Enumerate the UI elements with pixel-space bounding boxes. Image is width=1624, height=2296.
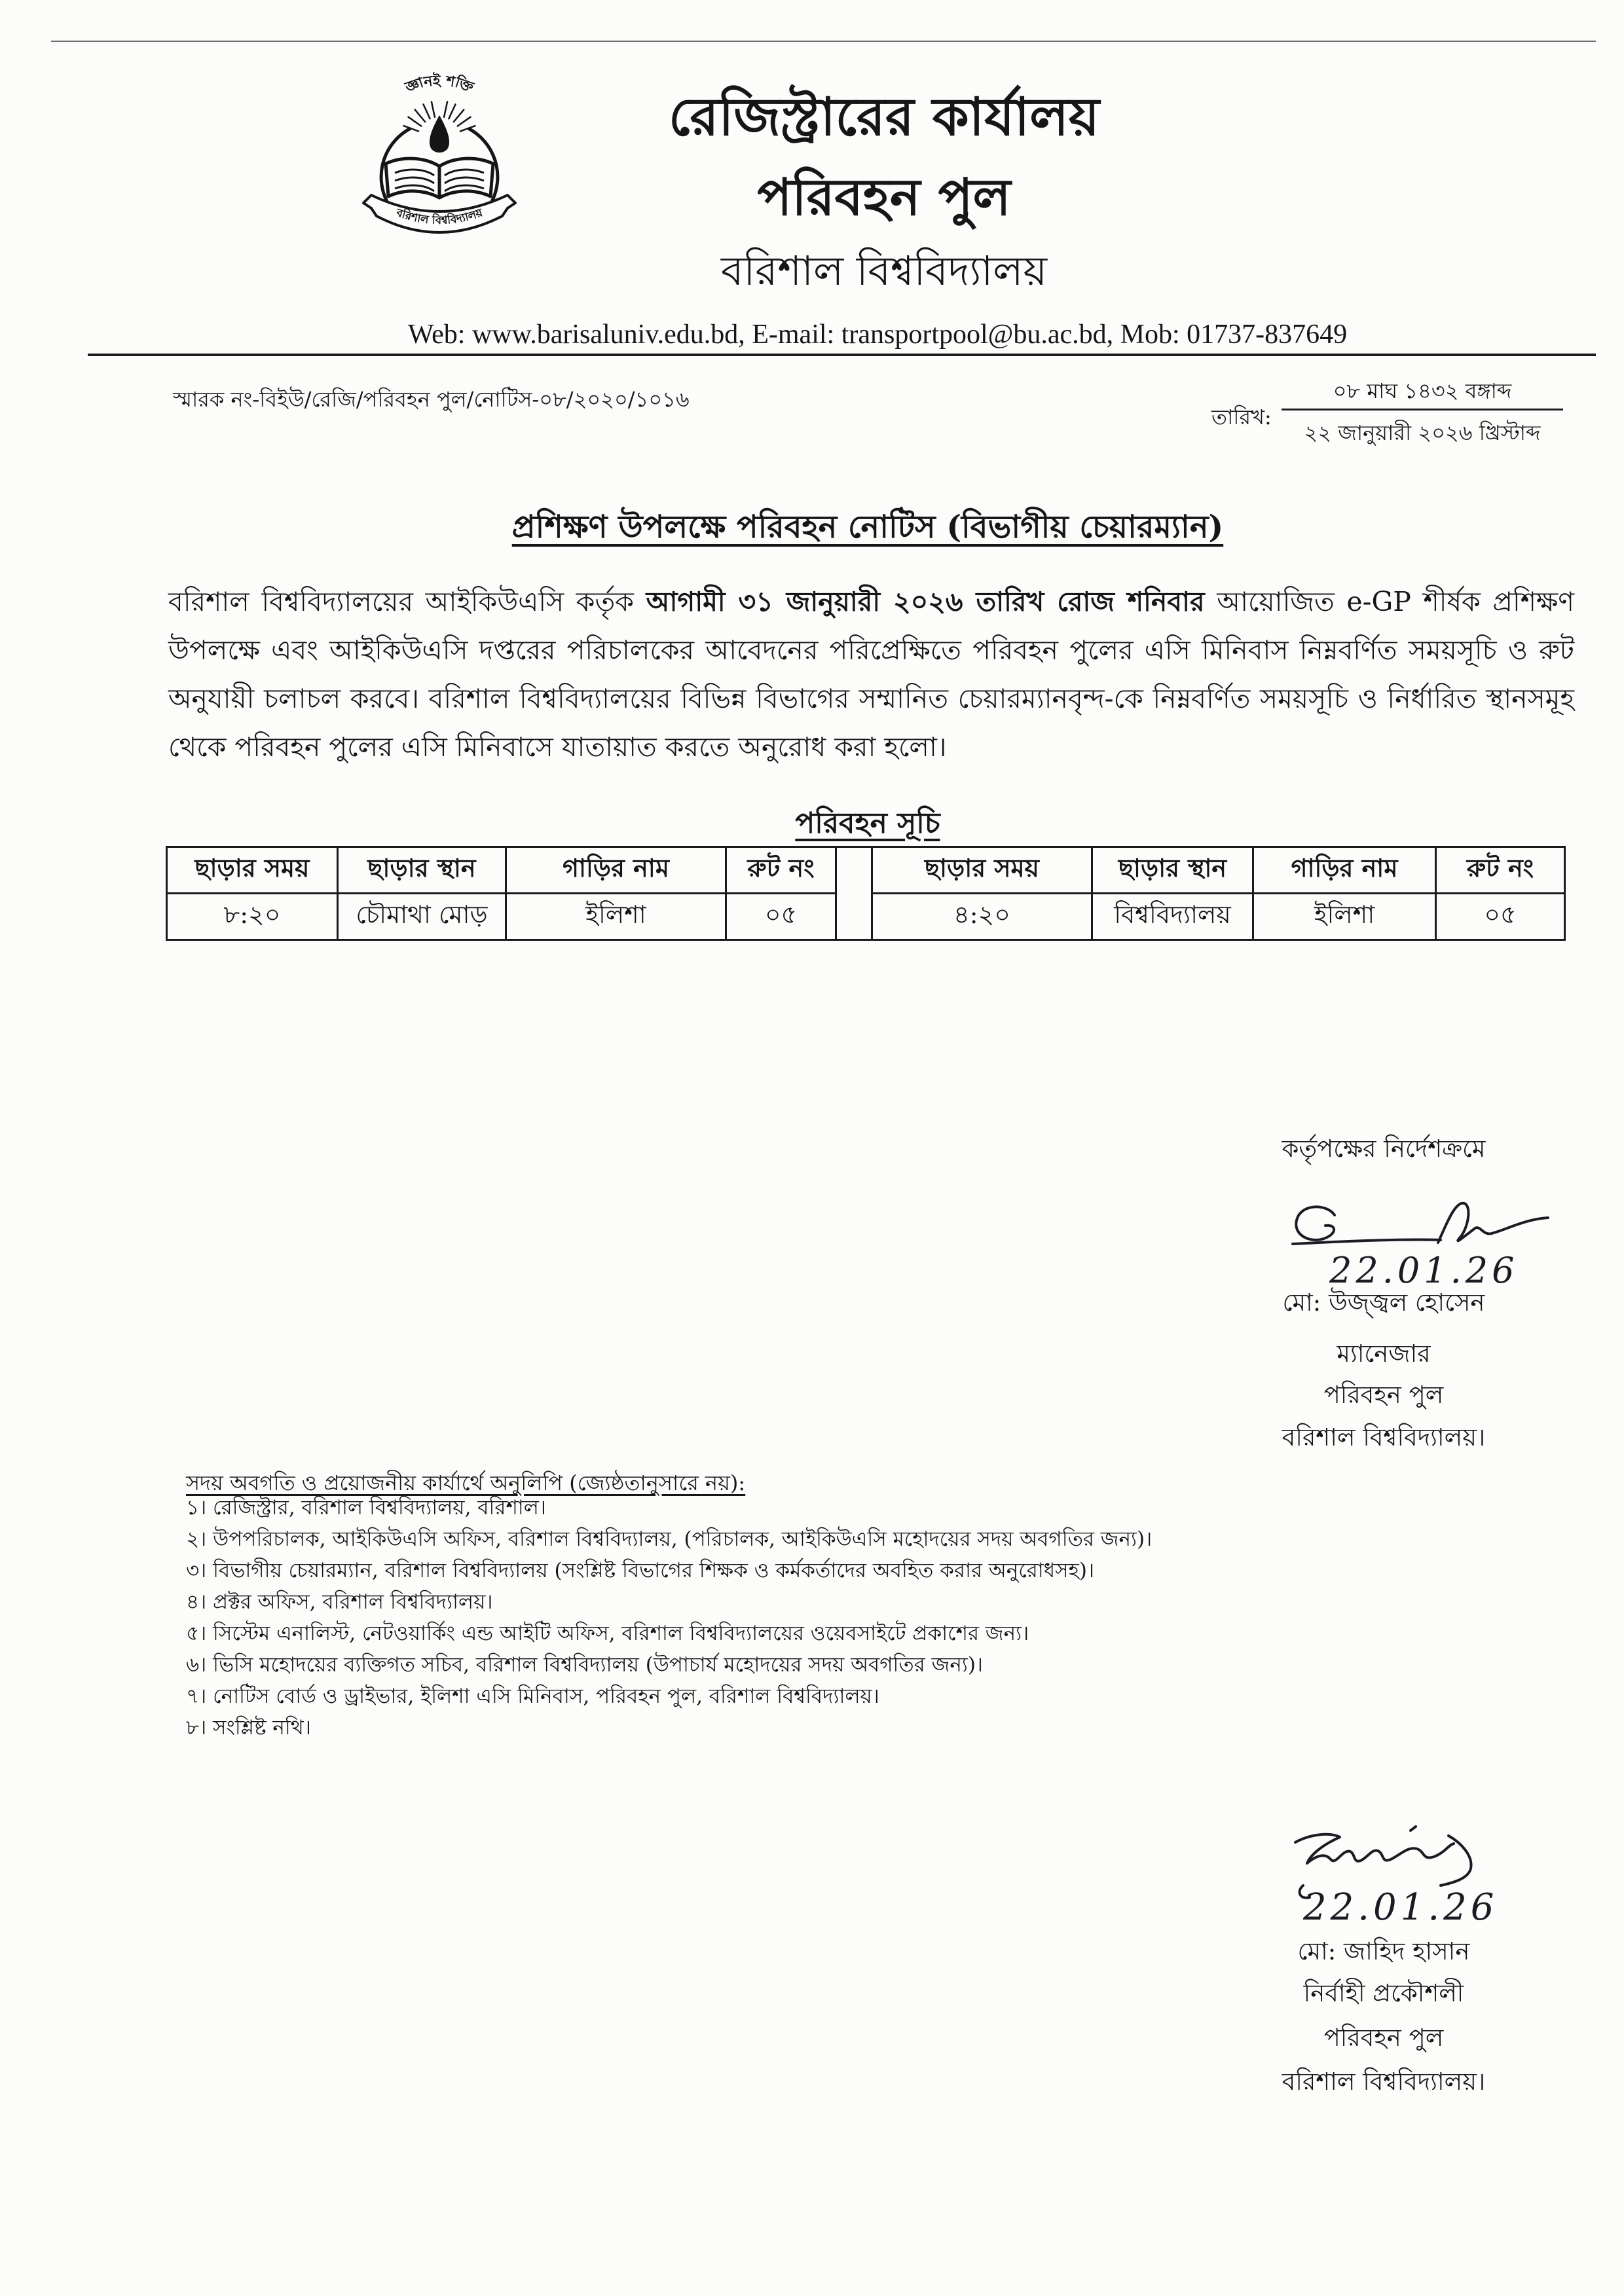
list-item: ১। রেজিস্ট্রার, বরিশাল বিশ্ববিদ্যালয়, বরিশাল। xyxy=(186,1496,546,1520)
copies-heading: সদয় অবগতি ও প্রয়োজনীয় কার্যার্থে অনুলিপি (জ্যেষ্ঠতানুসারে নয়): xyxy=(186,1470,746,1495)
office-title: রেজিস্ট্রারের কার্যালয় xyxy=(669,86,1099,147)
logo-ribbon-text: বরিশাল বিশ্ববিদ্যালয় xyxy=(394,206,485,228)
authority-instruction: কর্তৃপক্ষের নির্দেশক্রমে xyxy=(1282,1135,1486,1163)
departure-time: ৮:২০ xyxy=(167,894,338,940)
departure-time: ৪:২০ xyxy=(872,894,1092,940)
signatory-name: মো: জাহিদ হাসান xyxy=(1297,1937,1470,1965)
column-header: ছাড়ার সময় xyxy=(872,847,1092,894)
signatory-designation: নির্বাহী প্রকৌশলী xyxy=(1303,1979,1464,2007)
column-header: রুট নং xyxy=(726,847,836,894)
schedule-title: পরিবহন সূচি xyxy=(795,807,940,840)
column-header: গাড়ির নাম xyxy=(1253,847,1436,894)
column-header: রুট নং xyxy=(1436,847,1565,894)
notice-body-text: বরিশাল বিশ্ববিদ্যালয়ের আইকিউএসি কর্তৃক xyxy=(168,586,646,617)
logo-motto-text: জ্ঞানই শক্তি xyxy=(403,72,476,96)
logo-motto xyxy=(403,71,477,96)
signature-date: 22.01.26 xyxy=(1329,1250,1519,1291)
university-logo xyxy=(362,68,517,237)
date-divider xyxy=(1282,409,1563,410)
signatory-organisation: বরিশাল বিশ্ববিদ্যালয়। xyxy=(1282,2068,1486,2096)
signature-date: 22.01.26 xyxy=(1303,1886,1498,1929)
logo-book-icon xyxy=(386,158,493,198)
list-item: ৬। ভিসি মহোদয়ের ব্যক্তিগত সচিব, বরিশাল বিশ্ববিদ্যালয় (উপাচার্য মহোদয়ের সদয় অবগতির জন্য)। xyxy=(186,1653,983,1677)
list-item: ৭। নোটিস বোর্ড ও ড্রাইভার, ইলিশা এসি মিনিবাস, পরিবহন পুল, বরিশাল বিশ্ববিদ্যালয়। xyxy=(186,1685,879,1708)
date-bangla: ০৮ মাঘ ১৪৩২ বঙ্গাব্দ xyxy=(1333,378,1512,403)
date-label: তারিখ: xyxy=(1211,405,1272,429)
list-item: ৪। প্রক্টর অফিস, বরিশাল বিশ্ববিদ্যালয়। xyxy=(186,1590,493,1614)
scan-edge-line xyxy=(51,41,1596,42)
section-title: পরিবহন পুল xyxy=(757,168,1011,227)
list-item: ৮। সংশ্লিষ্ট নথি। xyxy=(186,1716,311,1740)
notice-body xyxy=(168,577,1574,771)
notice-body-text: আয়োজিত e-GP শীর্ষক প্রশিক্ষণ উপলক্ষে এবং আইকিউএসি দপ্তরের পরিচালকের আবেদনের পরিপ্রেক্ষিতে পরিবহন পুলের এসি মিনিবাস নিম্নবর্ণিত সময়সূচি ও রুট অনুযায়ী চলাচল করবে। বরিশাল বিশ্ববিদ্যালয়ের বিভিন্ন বিভাগের সম্মানিত চেয়ারম্যানবৃন্দ-কে নিম্নবর্ণিত সময়সূচি ও নির্ধারিত স্থানসমূহ থেকে পরিবহন পুলের এসি মিনিবাসে যাতায়াত করতে অনুরোধ করা হলো। xyxy=(168,586,1575,763)
column-header: ছাড়ার স্থান xyxy=(338,847,506,894)
column-header: ছাড়ার সময় xyxy=(167,847,338,894)
route-number: ০৫ xyxy=(726,894,836,940)
list-item: ২। উপপরিচালক, আইকিউএসি অফিস, বরিশাল বিশ্ববিদ্যালয়, (পরিচালক, আইকিউএসি মহোদয়ের সদয় অবগতির জন্য)। xyxy=(186,1527,1153,1551)
vehicle-name: ইলিশা xyxy=(506,894,726,940)
signatory-section: পরিবহন পুল xyxy=(1323,1381,1444,1409)
signatory-designation: ম্যানেজার xyxy=(1337,1339,1431,1368)
departure-place: চৌমাথা মোড় xyxy=(338,894,506,940)
table-separator xyxy=(836,847,872,940)
logo-flame-icon xyxy=(430,115,449,153)
signatory-section: পরিবহন পুল xyxy=(1323,2024,1444,2052)
list-item: ৩। বিভাগীয় চেয়ারম্যান, বরিশাল বিশ্ববিদ্যালয় (সংশ্লিষ্ট বিভাগের শিক্ষক ও কর্মকর্তাদের অবহিত করার অনুরোধসহ)। xyxy=(186,1559,1095,1582)
route-number: ০৫ xyxy=(1436,894,1565,940)
column-header: ছাড়ার স্থান xyxy=(1092,847,1253,894)
table-header-row xyxy=(167,847,1565,894)
vehicle-name: ইলিশা xyxy=(1253,894,1436,940)
copies-list xyxy=(186,1492,1152,1743)
schedule-table xyxy=(166,846,1566,941)
notice-body-highlight: আগামী ৩১ জানুয়ারী ২০২৬ তারিখ রোজ শনিবার xyxy=(646,586,1205,617)
list-item: ৫। সিস্টেম এনালিস্ট, নেটওয়ার্কিং এন্ড আইটি অফিস, বরিশাল বিশ্ববিদ্যালয়ের ওয়েবসাইটে প্রকাশের জন্য। xyxy=(186,1622,1029,1645)
notice-title: প্রশিক্ষণ উপলক্ষে পরিবহন নোটিস (বিভাগীয় চেয়ারম্যান) xyxy=(511,509,1224,545)
signatory-name: মো: উজ্জ্বল হোসেন xyxy=(1282,1288,1485,1317)
university-name: বরিশাল বিশ্ববিদ্যালয় xyxy=(720,247,1048,295)
date-gregorian: ২২ জানুয়ারী ২০২৬ খ্রিস্টাব্দ xyxy=(1304,420,1541,445)
contact-line: Web: www.barisaluniv.edu.bd, E-mail: transportpool@bu.ac.bd, Mob: 01737-837649 xyxy=(407,319,1348,350)
departure-place: বিশ্ববিদ্যালয় xyxy=(1092,894,1253,940)
signatory-organisation: বরিশাল বিশ্ববিদ্যালয়। xyxy=(1282,1423,1486,1451)
header-divider xyxy=(88,354,1596,356)
column-header: গাড়ির নাম xyxy=(506,847,726,894)
memo-number: স্মারক নং-বিইউ/রেজি/পরিবহন পুল/নোটিস-০৮/২০২০/১০১৬ xyxy=(173,387,690,412)
